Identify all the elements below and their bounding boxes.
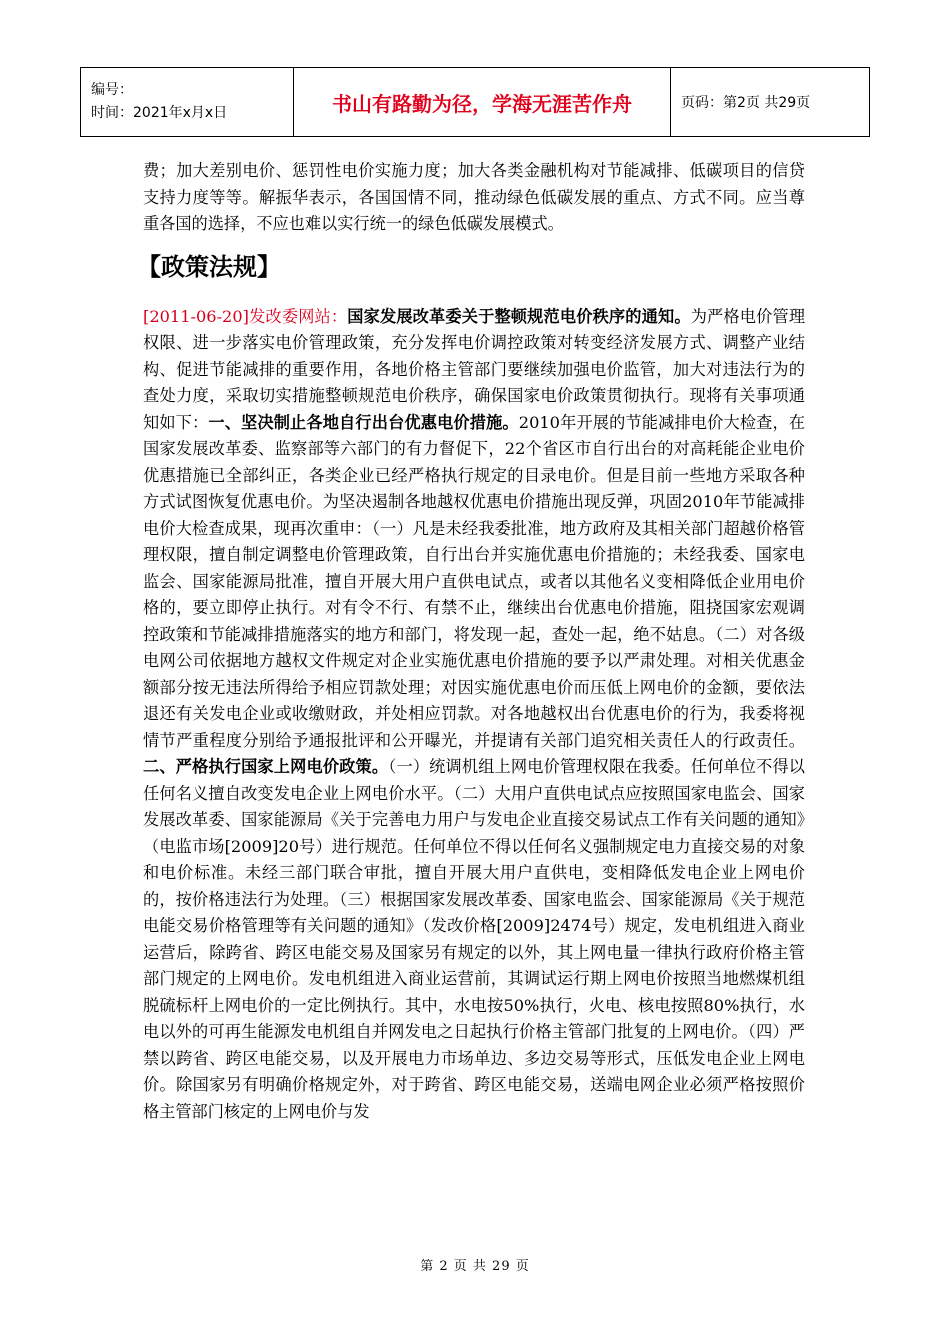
section-title: 【政策法规】: [137, 252, 281, 281]
article-date-source: [2011-06-20]发改委网站：: [143, 306, 348, 326]
article-text-2: 2010年开展的节能减排电价大检查，在国家发展改革委、监察部等六部门的有力督促下，22个省区市自行出台的对高耗能企业电价优惠措施已全部纠正，各类企业已经严格执行规定的目录电价。但是目前一些地方采取各种方式试图恢复优惠电价。为坚决遏制各地越权优惠电价措施出现反弹，巩固2010年节能减排电价大检查成果，现再次重申：（一）凡是未经我委批准，地方政府及其相关部门超越价格管理权限，擅自制定调整电价管理政策，自行出台并实施优惠电价措施的；未经我委、国家电监会、国家能源局批准，擅自开展大用户直供电试点，或者以其他名义变相降低企业用电价格的，要立即停止执行。对有令不行、有禁不止，继续出台优惠电价措施，阻挠国家宏观调控政策和节能减排措施落实的地方和部门，将发现一起，查处一起，绝不姑息。（二）对各级电网公司依据地方越权文件规定对企业实施优惠电价措施的要予以严肃处理。对相关优惠金额部分按无违法所得给予相应罚款处理；对因实施优惠电价而压低上网电价的金额，要依法退还有关发电企业或收缴财政，并处相应罚款。对各地越权出台优惠电价的行为，我委将视情节严重程度分别给予通报批评和公开曝光，并提请有关部门追究相关责任人的行政责任。: [143, 412, 806, 750]
doc-number-label: 编号：: [91, 82, 133, 98]
article-text-3: （一）统调机组上网电价管理权限在我委。任何单位不得以任何名义擅自改变发电企业上网电价水平。（二）大用户直供电试点应按照国家电监会、国家发展改革委、国家能源局《关于完善电力用户与发电企业直接交易试点工作有关问题的通知》（电监市场[2009]20号）进行规范。任何单位不得以任何名义强制规定电力直接交易的对象和电价标准。未经三部门联合审批，擅自开展大用户直供电，变相降低发电企业上网电价的，按价格违法行为处理。（三）根据国家发展改革委、国家电监会、国家能源局《关于规范电能交易价格管理等有关问题的通知》（发改价格[2009]2474号）规定，发电机组进入商业运营后，除跨省、跨区电能交易及国家另有规定的以外，其上网电量一律执行政府价格主管部门规定的上网电价。发电机组进入商业运营前，其调试运行期上网电价按照当地燃煤机组脱硫标杆上网电价的一定比例执行。其中，水电按50%执行，火电、核电按照80%执行，水电以外的可再生能源发电机组自并网发电之日起执行价格主管部门批复的上网电价。（四）严禁以跨省、跨区电能交易，以及开展电力市场单边、多边交易等形式，压低发电企业上网电价。除国家另有明确价格规定外，对于跨省、跨区电能交易，送端电网企业必须严格按照价格主管部门核定的上网电价与发: [143, 757, 805, 1121]
intro-paragraph: 费；加大差别电价、惩罚性电价实施力度；加大各类金融机构对节能减排、低碳项目的信贷支持力度等等。解振华表示，各国国情不同，推动绿色低碳发展的重点、方式不同。应当尊重各国的选择，不应也难以实行统一的绿色低碳发展模式。: [143, 161, 805, 233]
time-label: 时间：2021年x月x日: [91, 105, 228, 121]
article-paragraph: [143, 304, 805, 1126]
article-text-1: 为严格电价管理权限、进一步落实电价管理政策，充分发挥电价调控政策对转变经济发展方式、调整产业结构、促进节能减排的重要作用，各地价格主管部门要继续加强电价监管，加大对违法行为的查处力度，采取切实措施整顿规范电价秩序，确保国家电价政策贯彻执行。现将有关事项通知如下：: [143, 306, 806, 432]
document-header: [80, 67, 870, 137]
header-page-info: 页码：第2页 共29页: [671, 68, 870, 137]
header-motto: 书山有路勤为径，学海无涯苦作舟: [294, 68, 671, 137]
page-footer: 第 2 页 共 29 页: [420, 1259, 530, 1274]
article-title: 国家发展改革委关于整顿规范电价秩序的通知。: [347, 306, 691, 326]
document-body: [137, 158, 806, 1125]
article-heading-2: 二、严格执行国家上网电价政策。: [143, 757, 389, 776]
article-heading-1: 一、坚决制止各地自行出台优惠电价措施。: [208, 412, 519, 432]
header-meta-cell: [81, 68, 294, 137]
